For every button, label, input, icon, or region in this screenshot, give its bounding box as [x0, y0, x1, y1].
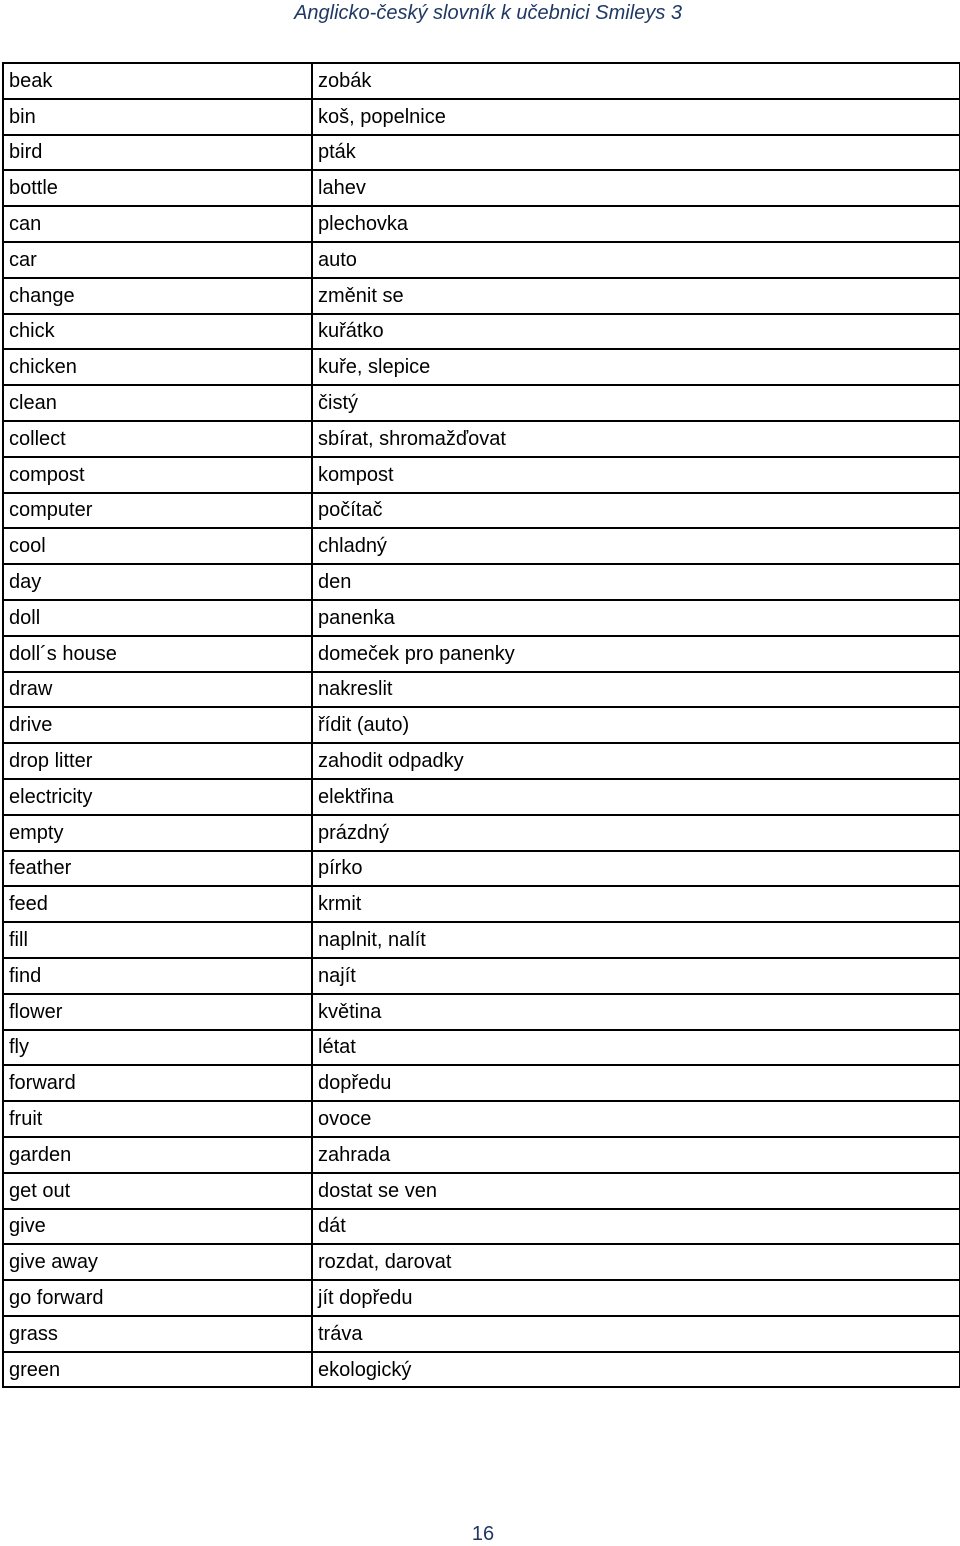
english-word-cell: drop litter	[3, 743, 312, 779]
czech-translation-cell: najít	[312, 958, 960, 994]
table-row	[3, 314, 960, 350]
czech-translation-cell: jít dopředu	[312, 1280, 960, 1316]
czech-translation-cell: nakreslit	[312, 672, 960, 708]
table-row	[3, 1101, 960, 1137]
english-word-cell: fill	[3, 922, 312, 958]
czech-translation-cell: prázdný	[312, 815, 960, 851]
english-word-cell: clean	[3, 385, 312, 421]
table-row	[3, 1352, 960, 1388]
table-row	[3, 528, 960, 564]
czech-translation-cell: krmit	[312, 886, 960, 922]
english-word-cell: drive	[3, 707, 312, 743]
table-row	[3, 743, 960, 779]
english-word-cell: bird	[3, 135, 312, 171]
english-word-cell: chick	[3, 314, 312, 350]
czech-translation-cell: zahodit odpadky	[312, 743, 960, 779]
english-word-cell: go forward	[3, 1280, 312, 1316]
table-row	[3, 1173, 960, 1209]
table-row	[3, 1316, 960, 1352]
table-row	[3, 851, 960, 887]
czech-translation-cell: panenka	[312, 600, 960, 636]
table-row	[3, 278, 960, 314]
table-row	[3, 815, 960, 851]
table-row	[3, 564, 960, 600]
table-row	[3, 600, 960, 636]
czech-translation-cell: dostat se ven	[312, 1173, 960, 1209]
english-word-cell: garden	[3, 1137, 312, 1173]
table-row	[3, 421, 960, 457]
page-title: Anglicko-český slovník k učebnici Smileys 3	[294, 2, 682, 24]
english-word-cell: draw	[3, 672, 312, 708]
english-word-cell: compost	[3, 457, 312, 493]
czech-translation-cell: lahev	[312, 170, 960, 206]
table-row	[3, 886, 960, 922]
czech-translation-cell: počítač	[312, 493, 960, 529]
table-row	[3, 922, 960, 958]
table-row	[3, 1137, 960, 1173]
vocabulary-table	[2, 62, 960, 1388]
english-word-cell: change	[3, 278, 312, 314]
czech-translation-cell: kompost	[312, 457, 960, 493]
english-word-cell: doll	[3, 600, 312, 636]
table-row	[3, 385, 960, 421]
czech-translation-cell: změnit se	[312, 278, 960, 314]
czech-translation-cell: naplnit, nalít	[312, 922, 960, 958]
czech-translation-cell: kuře, slepice	[312, 349, 960, 385]
czech-translation-cell: koš, popelnice	[312, 99, 960, 135]
table-row	[3, 1244, 960, 1280]
table-row	[3, 958, 960, 994]
table-row	[3, 636, 960, 672]
table-row	[3, 994, 960, 1030]
page-number: 16	[471, 1523, 495, 1545]
czech-translation-cell: tráva	[312, 1316, 960, 1352]
table-row	[3, 349, 960, 385]
table-row	[3, 99, 960, 135]
english-word-cell: can	[3, 206, 312, 242]
english-word-cell: flower	[3, 994, 312, 1030]
english-word-cell: cool	[3, 528, 312, 564]
english-word-cell: empty	[3, 815, 312, 851]
table-row	[3, 1030, 960, 1066]
english-word-cell: green	[3, 1352, 312, 1388]
czech-translation-cell: dopředu	[312, 1065, 960, 1101]
table-row	[3, 779, 960, 815]
czech-translation-cell: ovoce	[312, 1101, 960, 1137]
table-row	[3, 1209, 960, 1245]
czech-translation-cell: auto	[312, 242, 960, 278]
english-word-cell: bin	[3, 99, 312, 135]
table-row	[3, 493, 960, 529]
english-word-cell: electricity	[3, 779, 312, 815]
english-word-cell: forward	[3, 1065, 312, 1101]
czech-translation-cell: chladný	[312, 528, 960, 564]
table-row	[3, 135, 960, 171]
table-row	[3, 1280, 960, 1316]
english-word-cell: computer	[3, 493, 312, 529]
table-row	[3, 1065, 960, 1101]
english-word-cell: feather	[3, 851, 312, 887]
english-word-cell: give away	[3, 1244, 312, 1280]
czech-translation-cell: čistý	[312, 385, 960, 421]
english-word-cell: chicken	[3, 349, 312, 385]
czech-translation-cell: kuřátko	[312, 314, 960, 350]
english-word-cell: give	[3, 1209, 312, 1245]
english-word-cell: collect	[3, 421, 312, 457]
english-word-cell: car	[3, 242, 312, 278]
czech-translation-cell: pták	[312, 135, 960, 171]
czech-translation-cell: domeček pro panenky	[312, 636, 960, 672]
table-row	[3, 672, 960, 708]
czech-translation-cell: ekologický	[312, 1352, 960, 1388]
czech-translation-cell: zahrada	[312, 1137, 960, 1173]
english-word-cell: beak	[3, 63, 312, 99]
table-row	[3, 457, 960, 493]
table-row	[3, 170, 960, 206]
english-word-cell: bottle	[3, 170, 312, 206]
table-row	[3, 206, 960, 242]
czech-translation-cell: sbírat, shromažďovat	[312, 421, 960, 457]
czech-translation-cell: elektřina	[312, 779, 960, 815]
english-word-cell: day	[3, 564, 312, 600]
czech-translation-cell: květina	[312, 994, 960, 1030]
english-word-cell: doll´s house	[3, 636, 312, 672]
table-row	[3, 63, 960, 99]
czech-translation-cell: dát	[312, 1209, 960, 1245]
english-word-cell: get out	[3, 1173, 312, 1209]
english-word-cell: fruit	[3, 1101, 312, 1137]
czech-translation-cell: plechovka	[312, 206, 960, 242]
english-word-cell: fly	[3, 1030, 312, 1066]
czech-translation-cell: den	[312, 564, 960, 600]
english-word-cell: find	[3, 958, 312, 994]
czech-translation-cell: řídit (auto)	[312, 707, 960, 743]
table-row	[3, 242, 960, 278]
czech-translation-cell: rozdat, darovat	[312, 1244, 960, 1280]
czech-translation-cell: pírko	[312, 851, 960, 887]
vocabulary-table-body	[3, 63, 960, 1387]
table-row	[3, 707, 960, 743]
english-word-cell: grass	[3, 1316, 312, 1352]
czech-translation-cell: létat	[312, 1030, 960, 1066]
english-word-cell: feed	[3, 886, 312, 922]
czech-translation-cell: zobák	[312, 63, 960, 99]
